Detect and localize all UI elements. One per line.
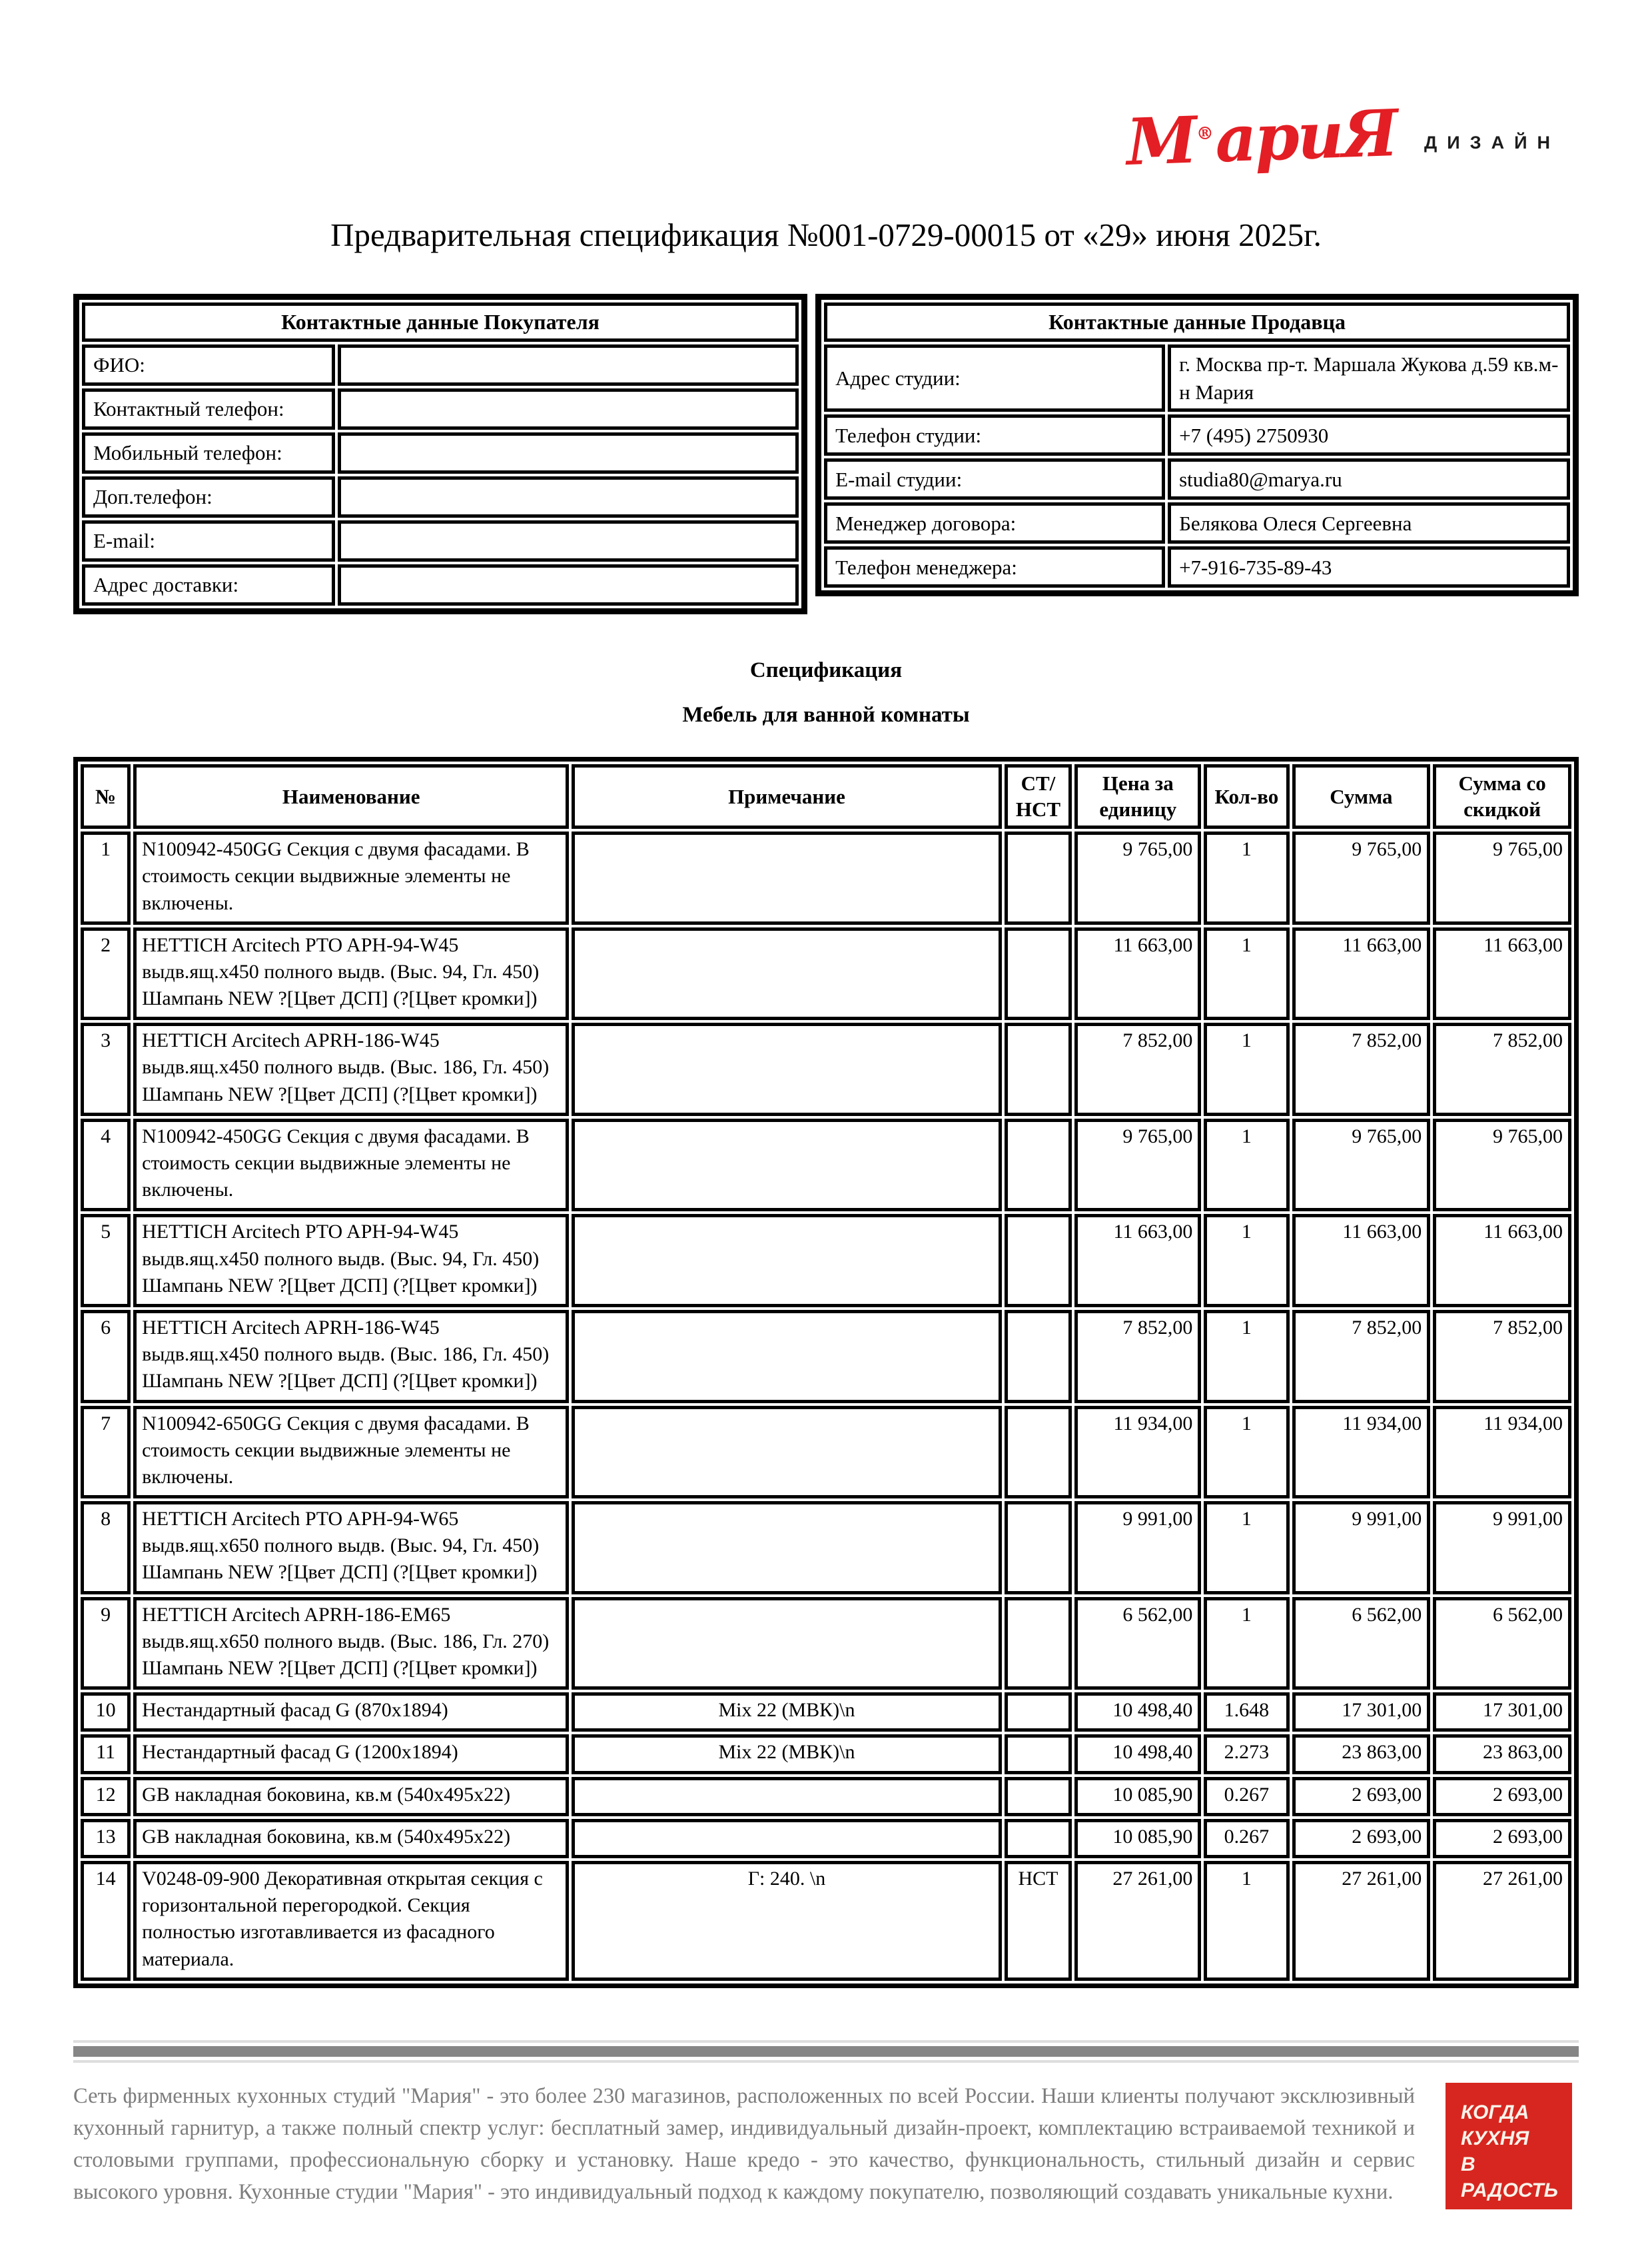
spec-cell-sum: 9 991,00 — [1292, 1501, 1431, 1594]
spec-cell-qty: 1 — [1204, 1023, 1289, 1116]
marya-logo — [1125, 95, 1398, 181]
spec-row — [81, 1310, 1571, 1403]
buyer-table-header: Контактные данные Покупателя — [82, 302, 799, 342]
contact-value: +7 (495) 2750930 — [1168, 414, 1570, 456]
contact-row — [824, 344, 1570, 412]
spec-cell-name: Нестандартный фасад G (1200x1894) — [133, 1734, 569, 1774]
spec-cell-sum: 11 663,00 — [1292, 927, 1431, 1021]
document-title: Предварительная спецификация №001-0729-00015 от «29» июня 2025г. — [330, 217, 1322, 253]
spec-cell-note — [572, 1023, 1001, 1116]
section-title: Спецификация — [749, 658, 903, 682]
spec-cell-sum_disc: 7 852,00 — [1433, 1310, 1571, 1403]
spec-cell-st — [1005, 1406, 1072, 1499]
logo-text-initial: М — [1125, 102, 1197, 181]
spec-cell-num: 7 — [81, 1406, 131, 1499]
badge-line: КОГДА — [1461, 2101, 1529, 2123]
spec-cell-num: 1 — [81, 832, 131, 925]
logo-text-rest: ариЯ — [1214, 95, 1398, 177]
spec-cell-sum_disc: 9 991,00 — [1433, 1501, 1571, 1594]
spec-row — [81, 1597, 1571, 1690]
spec-cell-note — [572, 1597, 1001, 1690]
contact-value — [338, 388, 799, 430]
spec-cell-note: Г: 240. \n — [572, 1861, 1001, 1981]
spec-cell-name: GB накладная боковина, кв.м (540x495x22) — [133, 1819, 569, 1858]
contact-label: Мобильный телефон: — [82, 432, 335, 474]
spec-cell-st — [1005, 927, 1072, 1021]
spec-cell-num: 6 — [81, 1310, 131, 1403]
spec-cell-sum_disc: 9 765,00 — [1433, 832, 1571, 925]
contact-row — [82, 476, 799, 518]
contact-label: Адрес студии: — [824, 344, 1165, 412]
spec-cell-note: Mix 22 (МВК)\n — [572, 1734, 1001, 1774]
spec-cell-st — [1005, 1692, 1072, 1732]
contact-value: Белякова Олеся Сергеевна — [1168, 502, 1570, 544]
spec-cell-num: 4 — [81, 1119, 131, 1212]
spec-cell-sum: 7 852,00 — [1292, 1310, 1431, 1403]
spec-column-header: Сумма со скидкой — [1433, 764, 1571, 829]
spec-cell-qty: 1 — [1204, 832, 1289, 925]
spec-cell-name: HETTICH Arcitech APRH-186-W45 выдв.ящ.x450 полного выдв. (Выс. 186, Гл. 450) Шампань NEW ?[Цвет ДСП] (?[Цвет кромки]) — [133, 1310, 569, 1403]
contact-row — [824, 458, 1570, 500]
spec-row — [81, 1023, 1571, 1116]
spec-cell-qty: 1 — [1204, 1119, 1289, 1212]
spec-cell-st — [1005, 1119, 1072, 1212]
spec-cell-name: GB накладная боковина, кв.м (540x495x22) — [133, 1777, 569, 1816]
spec-cell-note — [572, 927, 1001, 1021]
spec-cell-st — [1005, 1214, 1072, 1307]
contact-label: Телефон студии: — [824, 414, 1165, 456]
contact-value — [338, 432, 799, 474]
spec-cell-num: 12 — [81, 1777, 131, 1816]
contact-row — [824, 502, 1570, 544]
buyer-table-body — [82, 344, 799, 606]
spec-cell-price: 10 085,90 — [1074, 1819, 1201, 1858]
contact-value — [338, 564, 799, 606]
spec-cell-sum_disc: 11 663,00 — [1433, 1214, 1571, 1307]
spec-column-header: Примечание — [572, 764, 1001, 829]
contact-value — [338, 344, 799, 386]
spec-cell-st — [1005, 1501, 1072, 1594]
spec-cell-st — [1005, 1819, 1072, 1858]
spec-cell-st — [1005, 1023, 1072, 1116]
spec-cell-name: HETTICH Arcitech PTO APH-94-W45 выдв.ящ.x450 полного выдв. (Выс. 94, Гл. 450) Шампань NEW ?[Цвет ДСП] (?[Цвет кромки]) — [133, 927, 569, 1021]
spec-cell-sum: 11 934,00 — [1292, 1406, 1431, 1499]
contact-label: ФИО: — [82, 344, 335, 386]
contact-value: studia80@marya.ru — [1168, 458, 1570, 500]
spec-cell-name: HETTICH Arcitech APRH-186-EM65 выдв.ящ.x650 полного выдв. (Выс. 186, Гл. 270) Шампань NEW ?[Цвет ДСП] (?[Цвет кромки]) — [133, 1597, 569, 1690]
spec-cell-price: 10 498,40 — [1074, 1734, 1201, 1774]
spec-cell-sum: 7 852,00 — [1292, 1023, 1431, 1116]
footer-body — [73, 2080, 1579, 2208]
spec-cell-sum: 6 562,00 — [1292, 1597, 1431, 1690]
badge-line: В РАДОСТЬ — [1461, 2153, 1558, 2201]
spec-cell-sum_disc: 11 934,00 — [1433, 1406, 1571, 1499]
contact-row — [82, 520, 799, 562]
contact-label: Адрес доставки: — [82, 564, 335, 606]
spec-cell-sum_disc: 2 693,00 — [1433, 1819, 1571, 1858]
spec-cell-name: Нестандартный фасад G (870x1894) — [133, 1692, 569, 1732]
spec-column-header: Сумма — [1292, 764, 1431, 829]
divider-line-bottom — [73, 2060, 1579, 2063]
spec-column-header: Наименование — [133, 764, 569, 829]
spec-cell-st — [1005, 1597, 1072, 1690]
spec-cell-price: 10 085,90 — [1074, 1777, 1201, 1816]
spec-cell-qty: 1 — [1204, 1406, 1289, 1499]
spec-cell-num: 10 — [81, 1692, 131, 1732]
divider-bar — [73, 2046, 1579, 2057]
spec-cell-note — [572, 1501, 1001, 1594]
spec-cell-sum: 11 663,00 — [1292, 1214, 1431, 1307]
contact-label: Телефон менеджера: — [824, 546, 1165, 588]
spec-cell-num: 11 — [81, 1734, 131, 1774]
spec-cell-sum: 27 261,00 — [1292, 1861, 1431, 1981]
spec-row — [81, 1119, 1571, 1212]
spec-cell-qty: 2.273 — [1204, 1734, 1289, 1774]
spec-cell-num: 13 — [81, 1819, 131, 1858]
contact-row — [82, 344, 799, 386]
spec-cell-note — [572, 1214, 1001, 1307]
registered-mark-icon: ® — [1196, 123, 1214, 145]
spec-cell-price: 11 663,00 — [1074, 1214, 1201, 1307]
spec-row — [81, 1692, 1571, 1732]
spec-cell-name: HETTICH Arcitech APRH-186-W45 выдв.ящ.x450 полного выдв. (Выс. 186, Гл. 450) Шампань NEW ?[Цвет ДСП] (?[Цвет кромки]) — [133, 1023, 569, 1116]
spec-row — [81, 927, 1571, 1021]
contact-tables — [73, 294, 1579, 614]
contact-label: Контактный телефон: — [82, 388, 335, 430]
contact-value: +7-916-735-89-43 — [1168, 546, 1570, 588]
spec-cell-sum_disc: 7 852,00 — [1433, 1023, 1571, 1116]
spec-cell-sum: 9 765,00 — [1292, 832, 1431, 925]
seller-table-body — [824, 344, 1570, 588]
spec-cell-qty: 1.648 — [1204, 1692, 1289, 1732]
spec-cell-note — [572, 1819, 1001, 1858]
spec-cell-sum: 2 693,00 — [1292, 1777, 1431, 1816]
spec-cell-sum_disc: 23 863,00 — [1433, 1734, 1571, 1774]
spec-cell-sum: 2 693,00 — [1292, 1819, 1431, 1858]
spec-cell-price: 6 562,00 — [1074, 1597, 1201, 1690]
promo-badge — [1446, 2083, 1572, 2209]
spec-column-header: № — [81, 764, 131, 829]
spec-cell-price: 9 765,00 — [1074, 1119, 1201, 1212]
contact-label: E-mail студии: — [824, 458, 1165, 500]
spec-cell-price: 11 934,00 — [1074, 1406, 1201, 1499]
spec-cell-num: 5 — [81, 1214, 131, 1307]
spec-cell-st — [1005, 1310, 1072, 1403]
contact-value — [338, 476, 799, 518]
spec-cell-note: Mix 22 (МВК)\n — [572, 1692, 1001, 1732]
logo-tagline: ДИЗАЙН — [1424, 132, 1560, 153]
spec-row — [81, 1819, 1571, 1858]
spec-cell-price: 11 663,00 — [1074, 927, 1201, 1021]
spec-cell-qty: 0.267 — [1204, 1819, 1289, 1858]
spec-cell-st — [1005, 832, 1072, 925]
spec-cell-name: HETTICH Arcitech PTO APH-94-W65 выдв.ящ.x650 полного выдв. (Выс. 94, Гл. 450) Шампань NEW ?[Цвет ДСП] (?[Цвет кромки]) — [133, 1501, 569, 1594]
spec-cell-qty: 1 — [1204, 1861, 1289, 1981]
header — [73, 95, 1579, 181]
spec-cell-price: 9 765,00 — [1074, 832, 1201, 925]
spec-cell-name: N100942-450GG Секция с двумя фасадами. В стоимость секции выдвижные элементы не включены. — [133, 1119, 569, 1212]
spec-row — [81, 1406, 1571, 1499]
spec-cell-note — [572, 1119, 1001, 1212]
spec-column-header: СТ/ НСТ — [1005, 764, 1072, 829]
spec-cell-name: N100942-650GG Секция с двумя фасадами. В стоимость секции выдвижные элементы не включены. — [133, 1406, 569, 1499]
footer — [73, 2040, 1579, 2208]
spec-row — [81, 1861, 1571, 1981]
spec-cell-sum_disc: 2 693,00 — [1433, 1777, 1571, 1816]
spec-cell-name: V0248-09-900 Декоративная открытая секция с горизонтальной перегородкой. Секция полностью изготавливается из фасадного материала. — [133, 1861, 569, 1981]
spec-row — [81, 1501, 1571, 1594]
spec-cell-note — [572, 1310, 1001, 1403]
spec-cell-sum_disc: 6 562,00 — [1433, 1597, 1571, 1690]
divider-line-top — [73, 2040, 1579, 2043]
spec-row — [81, 1734, 1571, 1774]
spec-cell-num: 14 — [81, 1861, 131, 1981]
spec-cell-sum: 17 301,00 — [1292, 1692, 1431, 1732]
spec-column-header: Кол-во — [1204, 764, 1289, 829]
contact-label: Менеджер договора: — [824, 502, 1165, 544]
spec-row — [81, 1777, 1571, 1816]
spec-table-body — [81, 832, 1571, 1981]
spec-column-header: Цена за единицу — [1074, 764, 1201, 829]
spec-cell-num: 9 — [81, 1597, 131, 1690]
spec-cell-sum_disc: 27 261,00 — [1433, 1861, 1571, 1981]
spec-cell-price: 7 852,00 — [1074, 1310, 1201, 1403]
contact-row — [824, 414, 1570, 456]
contact-label: E-mail: — [82, 520, 335, 562]
spec-cell-st — [1005, 1777, 1072, 1816]
footer-text: Сеть фирменных кухонных студий "Мария" - это более 230 магазинов, расположенных по всей России. Наши клиенты получают эксклюзивный кухонный гарнитур, а также полный спектр услуг: бесплатный замер, индивидуальный дизайн-проект, комплектацию встраиваемой техникой и столовыми группами, профессиональную сборку и установку. Наше кредо - это качество, функциональность, стильный дизайн и сервис высокого уровня. Кухонные студии "Мария" - это индивидуальный подход к каждому покупателю, позволяющий создавать уникальные кухни. — [73, 2083, 1415, 2204]
contact-row — [824, 546, 1570, 588]
spec-cell-price: 7 852,00 — [1074, 1023, 1201, 1116]
buyer-contact-table — [73, 294, 807, 614]
spec-row — [81, 832, 1571, 925]
spec-cell-name: N100942-450GG Секция с двумя фасадами. В стоимость секции выдвижные элементы не включены. — [133, 832, 569, 925]
spec-cell-sum: 23 863,00 — [1292, 1734, 1431, 1774]
spec-cell-qty: 1 — [1204, 927, 1289, 1021]
contact-label: Доп.телефон: — [82, 476, 335, 518]
spec-cell-name: HETTICH Arcitech PTO APH-94-W45 выдв.ящ.x450 полного выдв. (Выс. 94, Гл. 450) Шампань NEW ?[Цвет ДСП] (?[Цвет кромки]) — [133, 1214, 569, 1307]
spec-cell-qty: 1 — [1204, 1310, 1289, 1403]
contact-value — [338, 520, 799, 562]
spec-cell-num: 3 — [81, 1023, 131, 1116]
contact-value: г. Москва пр-т. Маршала Жукова д.59 кв.м-н Мария — [1168, 344, 1570, 412]
contact-row — [82, 432, 799, 474]
section-subtitle: Мебель для ванной комнаты — [682, 702, 970, 727]
spec-cell-sum_disc: 9 765,00 — [1433, 1119, 1571, 1212]
spec-cell-st: НСТ — [1005, 1861, 1072, 1981]
spec-cell-sum_disc: 11 663,00 — [1433, 927, 1571, 1021]
seller-table-header: Контактные данные Продавца — [824, 302, 1570, 342]
spec-row — [81, 1214, 1571, 1307]
seller-contact-table — [815, 294, 1579, 597]
spec-cell-note — [572, 832, 1001, 925]
spec-cell-num: 2 — [81, 927, 131, 1021]
spec-cell-qty: 1 — [1204, 1597, 1289, 1690]
contact-row — [82, 388, 799, 430]
spec-cell-sum: 9 765,00 — [1292, 1119, 1431, 1212]
spec-cell-qty: 0.267 — [1204, 1777, 1289, 1816]
spec-cell-price: 27 261,00 — [1074, 1861, 1201, 1981]
spec-cell-num: 8 — [81, 1501, 131, 1594]
spec-cell-qty: 1 — [1204, 1501, 1289, 1594]
spec-cell-note — [572, 1406, 1001, 1499]
spec-cell-qty: 1 — [1204, 1214, 1289, 1307]
spec-header-row — [81, 764, 1571, 829]
badge-line: КУХНЯ — [1461, 2127, 1529, 2149]
contact-row — [82, 564, 799, 606]
spec-cell-sum_disc: 17 301,00 — [1433, 1692, 1571, 1732]
spec-cell-price: 10 498,40 — [1074, 1692, 1201, 1732]
spec-cell-st — [1005, 1734, 1072, 1774]
spec-cell-note — [572, 1777, 1001, 1816]
specification-table — [73, 757, 1579, 1988]
spec-cell-price: 9 991,00 — [1074, 1501, 1201, 1594]
